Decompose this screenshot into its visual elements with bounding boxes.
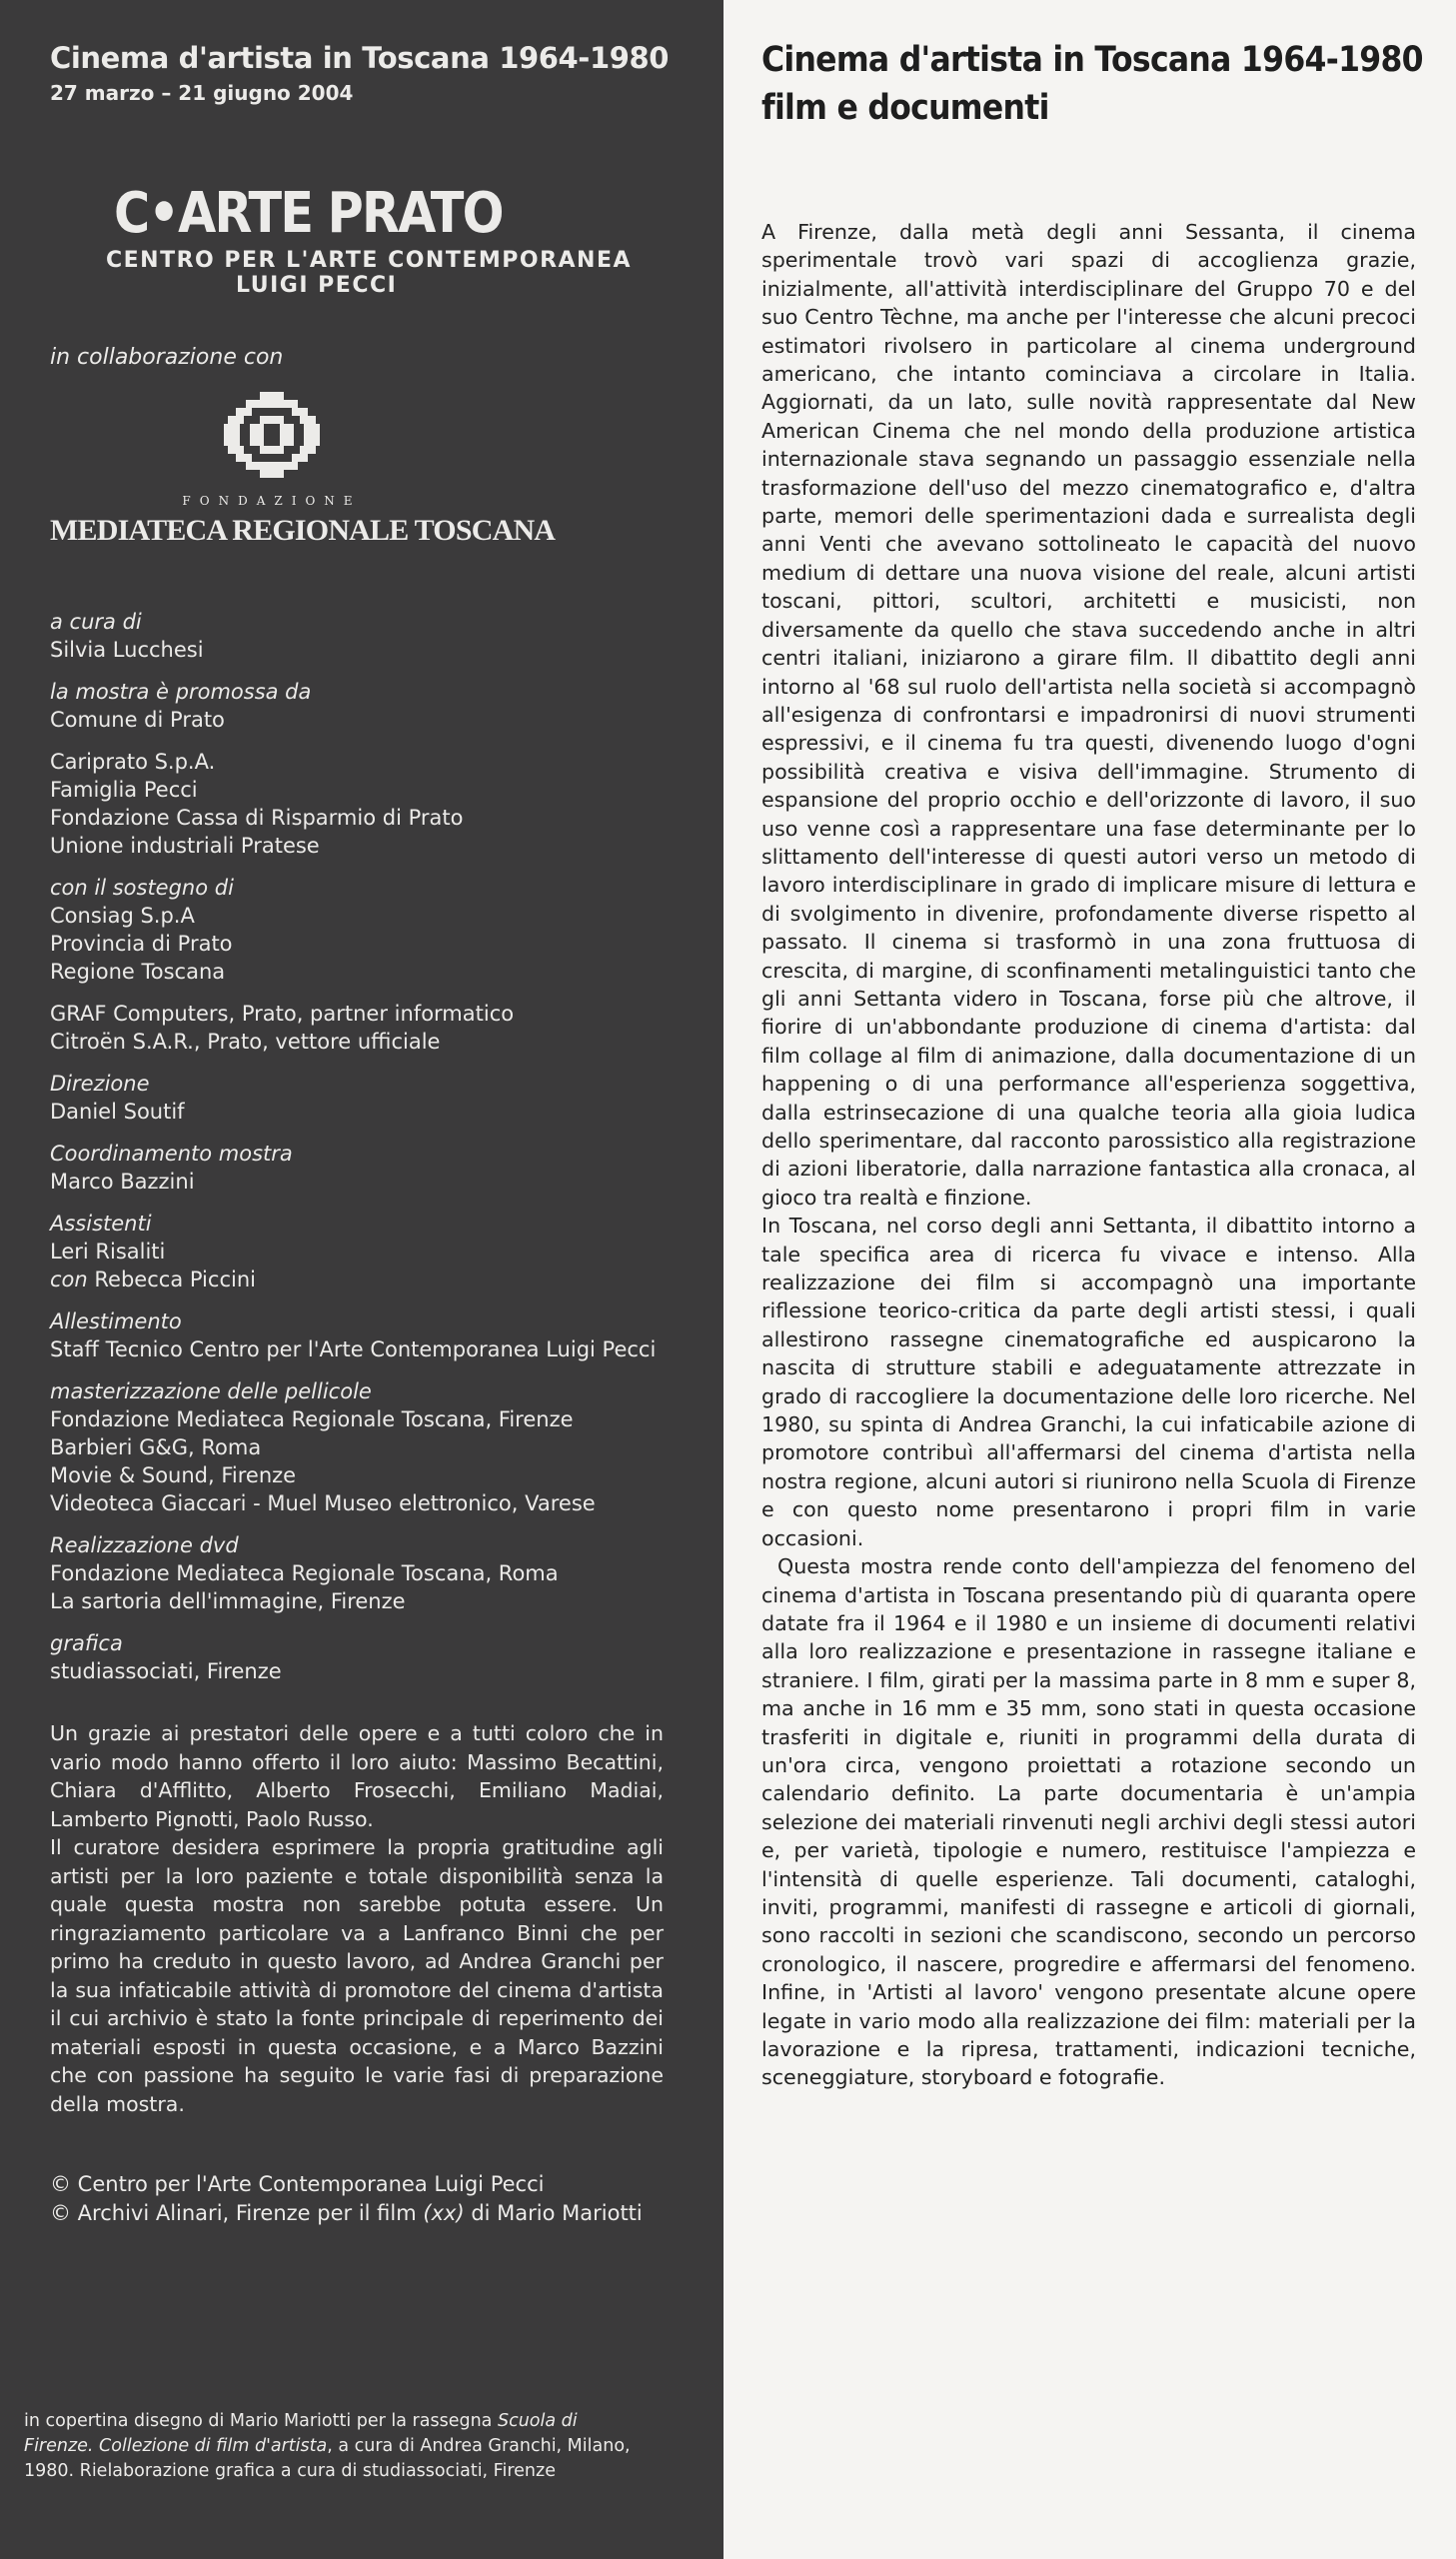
essay-paragraph: In Toscana, nel corso degli anni Settanta, il dibattito intorno a tale specifica area di ricerca fu vivace e intenso. Alla realizzazione dei film si accompagnò una importante riflessione teorico-critica da parte degli artisti stessi, i quali allestirono rassegne cinematografiche ed auspicarono la nascita di strutture stabili e adeguatamente attrezzate in grado di raccogliere la documentazione delle loro ricerche. Nel 1980, su spinta di Andrea Granchi, la cui infaticabile azione di promotore contribuì all'affermarsi del cinema d'artista nella nostra regione, alcuni autori si riunirono nella Scuola di Firenze e con questo nome presentarono i propri film in varie occasioni.	[761, 1214, 1416, 1550]
essay-paragraph: A Firenze, dalla metà degli anni Sessanta, il cinema sperimentale trovò vari spazi di accoglienza grazie, inizialmente, all'attività interdisciplinare del Gruppo 70 e del suo Centro Tèchne, ma anche per l'interesse che alcuni precoci estimatori rivolsero in particolare al cinema underground americano, che intanto cominciava a circolare in Italia. Aggiornati, da un lato, sulle novità rappresentate dal New American Cinema che nel mondo della produzione artistica internazionale stava segnando un passaggio essenziale nella trasformazione dell'uso del mezzo cinematografico e, d'altra parte, memori delle sperimentazioni dada e surrealista degli anni Venti che avevano sottolineato le capacità del nuovo medium di dettare una nuova visione del reale, alcuni artisti toscani, pittori, scultori, architetti e musicisti, non diversamente da quello che stava succedendo anche in altri centri italiani, iniziarono a girare film. Il dibattito degli anni intorno al '68 sul ruolo dell'artista nella società si accompagnò all'esigenza di confrontarsi e impadronirsi di nuovi strumenti espressivi, e il cinema fu tra questi, divenendo luogo d'ogni possibilità creativa e visiva dell'immagine. Strumento di espansione del proprio occhio e dell'orizzonte di lavoro, il suo uso venne così a rappresentare una fase determinante per lo slittamento dell'interesse di questi autori verso un metodo di lavoro interdisciplinare in grado di implicare misure di lettura e di svolgimento in divenire, profondamente diverse rispetto al passato. Il cinema si trasformò in una zona fruttuosa di crescita, di margine, di sconfinamenti metalinguistici tanto che gli anni Settanta videro in Toscana, forse più che altrove, il fiorire di un'abbondante produzione di cinema d'artista: dal film collage al film di animazione, dalla documentazione di un happening o di una performance all'esperienza soggettiva, dalla estrinsecazione di una qualche teoria alla gioia ludica dello sperimentare, dal racconto parossistico alla registrazione di azioni liberatorie, dalla narrazione fantastica alla cronaca, al gioco tra realtà e finzione.	[761, 220, 1416, 1210]
credit-value: Movie & Sound, Firenze	[50, 1463, 297, 1487]
credit-group	[50, 874, 694, 986]
credit-value: La sartoria dell'immagine, Firenze	[50, 1589, 406, 1613]
credit-value: Leri Risaliti	[50, 1240, 166, 1264]
credit-group	[50, 1377, 694, 1517]
copyright-line: © Centro per l'Arte Contemporanea Luigi Pecci	[50, 2172, 545, 2196]
credit-value: Regione Toscana	[50, 960, 226, 984]
mediateca-name: MEDIATECA REGIONALE TOSCANA	[50, 514, 556, 547]
credit-value: Provincia di Prato	[50, 932, 233, 956]
credit-group	[50, 748, 694, 860]
credit-label: Realizzazione dvd	[50, 1533, 239, 1557]
copyright-film-title: (xx)	[423, 2201, 465, 2225]
credit-label: Direzione	[50, 1072, 150, 1096]
exhibition-dates: 27 marzo – 21 giugno 2004	[50, 81, 354, 105]
credit-prefix: con	[50, 1268, 88, 1291]
credit-value: Consiag S.p.A	[50, 904, 195, 928]
credit-value: Fondazione Mediateca Regionale Toscana, Firenze	[50, 1407, 574, 1431]
cover-note-text: , a cura di Andrea Granchi, Milano, 1980. Rielaborazione grafica a cura di studiassociati, Firenze	[24, 2436, 631, 2481]
credit-value: GRAF Computers, Prato, partner informatico	[50, 1002, 515, 1026]
credit-label: masterizzazione delle pellicole	[50, 1379, 372, 1403]
carte-prato-sub1: CENTRO PER L'ARTE CONTEMPORANEA	[106, 248, 633, 273]
credit-label: a cura di	[50, 610, 142, 634]
credit-label: grafica	[50, 1631, 123, 1655]
credit-value: Cariprato S.p.A.	[50, 750, 216, 774]
acknowledgements-paragraph: Il curatore desidera esprimere la propria gratitudine agli artisti per la loro paziente e totale disponibilità senza la quale questa mostra non sarebbe potuta essere. Un ringraziamento particolare va a Lanfranco Binni che per primo ha creduto in questo lavoro, ad Andrea Granchi per la sua infaticabile attività di promotore del cinema d'artista il cui archivio è stato la fonte principale di reperimento dei materiali esposti in questa occasione, e a Marco Bazzini che con passione ha seguito le varie fasi di preparazione della mostra.	[50, 1835, 664, 2116]
copyright-line	[50, 2199, 694, 2228]
credit-value: Comune di Prato	[50, 708, 225, 732]
copyright-notice	[50, 2170, 694, 2228]
cover-note-text: in copertina disegno di Mario Mariotti per la rassegna	[24, 2411, 493, 2431]
mediateca-fondazione: FONDAZIONE	[182, 494, 362, 508]
credits-panel	[0, 0, 724, 2559]
essay-paragraph: Questa mostra rende conto dell'ampiezza del fenomeno del cinema d'artista in Toscana presentando più di quaranta opere datate fra il 1964 e il 1980 e un insieme di documenti relativi alla loro realizzazione e presentazione in rassegne italiane e straniere. I film, girati per la massima parte in 8 mm e super 8, ma anche in 16 mm e 35 mm, sono stati in questa occasione trasferiti in digitale e, riuniti in programmi della durata di un'ora circa, vengono proiettati a rotazione secondo un calendario definito. La parte documentaria è un'ampia selezione dei materiali rinvenuti negli archivi degli stessi autori e, per varietà, tipologie e numero, restituisce l'ampiezza e l'intensità di quelle esperienze. Tali documenti, cataloghi, inviti, programmi, manifesti di rassegne e articoli di giornali, sono raccolti in sezioni che scandiscono, secondo un percorso cronologico, il nascere, progredire e affermarsi del fenomeno. Infine, in 'Artisti al lavoro' vengono presentate alcune opere legate in vario modo alla realizzazione dei film: materiali per la lavorazione e la ripresa, trattamenti, indicazioni tecniche, sceneggiature, storyboard e fotografie.	[761, 1554, 1416, 2090]
essay-panel	[724, 0, 1456, 2559]
credit-value: Marco Bazzini	[50, 1170, 195, 1194]
essay-body	[761, 218, 1416, 2092]
credit-value: Daniel Soutif	[50, 1100, 185, 1124]
credit-value	[50, 1266, 694, 1293]
credit-value: Famiglia Pecci	[50, 778, 198, 802]
credit-group	[50, 1629, 694, 1685]
credits-list	[50, 608, 694, 1685]
credit-group	[50, 1531, 694, 1615]
carte-prato-name: C•ARTE PRATO	[114, 181, 503, 246]
cover-note-italic: Scuola di Firenze. Collezione di film d'artista	[24, 2411, 578, 2456]
essay-title-line1: Cinema d'artista in Toscana 1964-1980	[761, 40, 1423, 80]
acknowledgements	[50, 1719, 694, 2118]
credit-group	[50, 1140, 694, 1196]
cover-note	[24, 2409, 634, 2484]
mediateca-logo	[50, 392, 556, 548]
credit-value: Videoteca Giaccari - Muel Museo elettronico, Varese	[50, 1491, 596, 1515]
credit-extra-value: Rebecca Piccini	[94, 1268, 256, 1291]
credit-value: Barbieri G&G, Roma	[50, 1435, 262, 1459]
exhibition-title: Cinema d'artista in Toscana 1964-1980	[50, 41, 670, 75]
credit-value: Silvia Lucchesi	[50, 638, 204, 662]
copyright-text: © Archivi Alinari, Firenze per il film	[50, 2201, 417, 2225]
essay-title-line2: film e documenti	[761, 88, 1049, 128]
credit-label: con il sostegno di	[50, 876, 234, 900]
credit-label: Allestimento	[50, 1309, 182, 1333]
credit-value: Unione industriali Pratese	[50, 834, 320, 858]
credit-label: la mostra è promossa da	[50, 680, 312, 704]
copyright-text: di Mario Mariotti	[471, 2201, 643, 2225]
credit-value: Fondazione Cassa di Risparmio di Prato	[50, 806, 464, 830]
credit-value: Citroën S.A.R., Prato, vettore ufficiale	[50, 1030, 441, 1054]
credit-label: Assistenti	[50, 1212, 152, 1236]
credit-group	[50, 1210, 694, 1293]
acknowledgements-paragraph: Un grazie ai prestatori delle opere e a tutti coloro che in vario modo hanno offerto il loro aiuto: Massimo Becattini, Chiara d'Afflitto, Alberto Frosecchi, Emiliano Madiai, Lamberto Pignotti, Paolo Russo.	[50, 1721, 664, 1831]
collaboration-label: in collaborazione con	[50, 345, 284, 370]
credit-value: studiassociati, Firenze	[50, 1659, 282, 1683]
credit-value: Fondazione Mediateca Regionale Toscana, Roma	[50, 1561, 559, 1585]
mediateca-mark-icon	[224, 392, 320, 478]
credit-group	[50, 1000, 694, 1056]
credit-group	[50, 1307, 694, 1363]
credit-group	[50, 608, 694, 664]
credit-group	[50, 678, 694, 734]
carte-prato-logo	[106, 181, 633, 298]
credit-label: Coordinamento mostra	[50, 1142, 293, 1166]
credit-value: Staff Tecnico Centro per l'Arte Contemporanea Luigi Pecci	[50, 1337, 657, 1361]
carte-prato-sub2: LUIGI PECCI	[236, 273, 398, 298]
credit-group	[50, 1070, 694, 1126]
